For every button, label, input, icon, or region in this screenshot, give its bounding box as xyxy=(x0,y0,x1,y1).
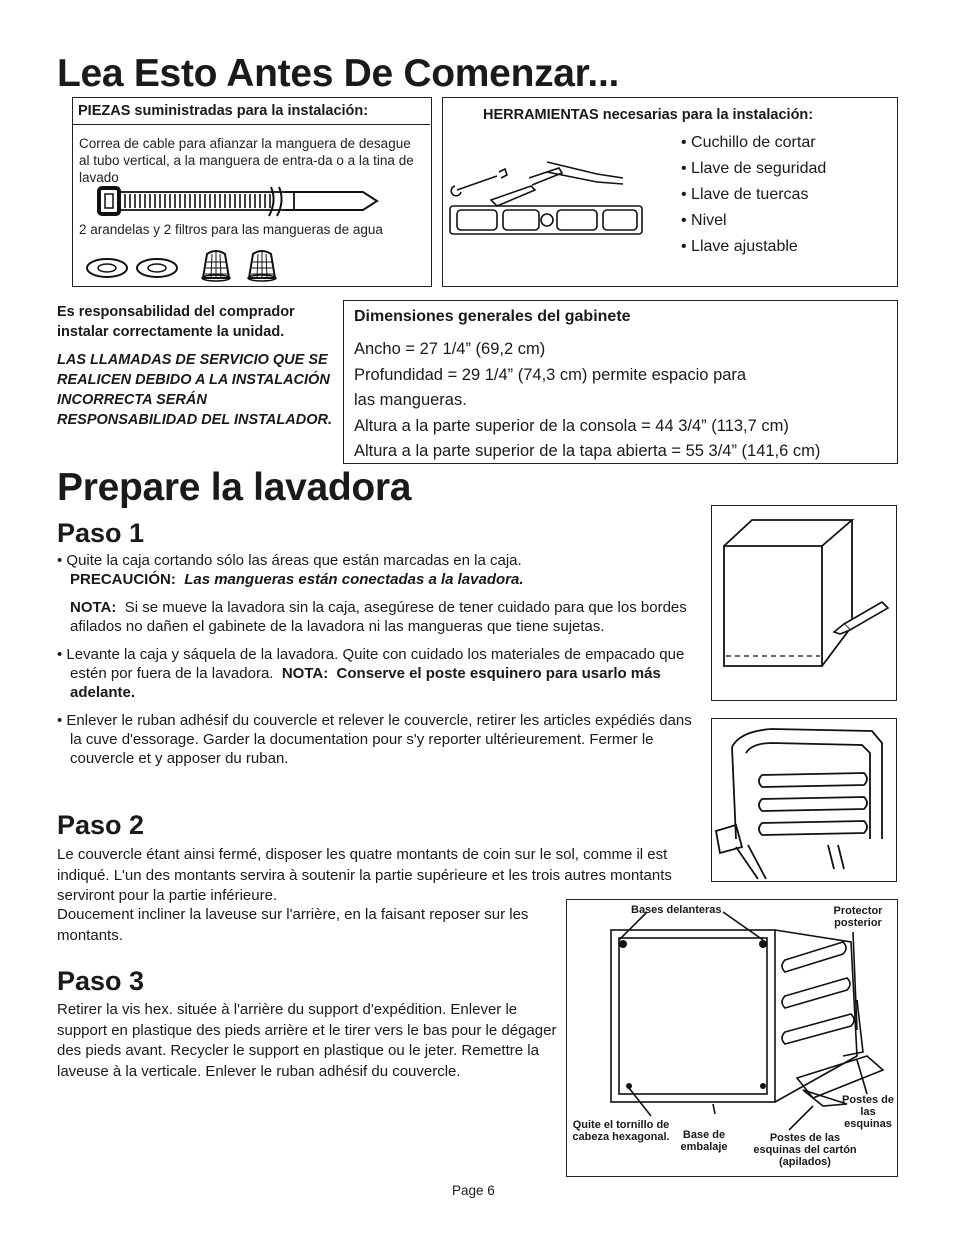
dimension-line: Altura a la parte superior de la tapa abierta = 55 3/4” (141,6 cm) xyxy=(354,442,821,460)
dimension-line: Profundidad = 29 1/4” (74,3 cm) permite espacio para xyxy=(354,365,747,384)
caution-label: PRECAUCIÓN: xyxy=(70,571,176,588)
bullet2-note-text: Conserve el poste esquinero para usarlo más adelante. xyxy=(70,665,661,701)
washer-box-drawing xyxy=(712,506,895,699)
responsibility-warning: LAS LLAMADAS DE SERVICIO QUE SE REALICEN DEBIDO A LA INSTALACIÓN INCORRECTA SERÁN RESPONSABILIDAD DEL INSTALADOR. xyxy=(57,352,332,428)
label-packing-base: Base de embalaje xyxy=(680,1129,728,1153)
step1-bullet2: • Levante la caja y sáquela de la lavadora. Quite con cuidado los materiales de empacado que estén por fuera de la lavadora. xyxy=(57,646,685,682)
dimension-line: las mangueras. xyxy=(354,391,467,409)
label-rear-protector: Protector posterior xyxy=(833,905,883,929)
washers-filters-icon xyxy=(83,248,313,284)
tool-item: • Cuchillo de cortar xyxy=(681,134,816,151)
cable-strap-icon xyxy=(93,184,383,220)
step3-heading: Paso 3 xyxy=(57,966,145,996)
section-title: Prepare la lavadora xyxy=(57,466,412,509)
step3-text: Retirer la vis hex. située à l'arrière du support d'expédition. Enlever le support en plastique des pieds arrière et le tirer vers le bas pour le dégager des pieds avant. Recycler le support en plastique ou le jeter. Remettre la laveuse à la verticale. Enlever le ruban adhésif du couvercle. xyxy=(57,1001,557,1080)
dimensions-box xyxy=(343,300,898,464)
label-hex-screw: Quite el tornillo de cabeza hexagonal. xyxy=(572,1119,670,1143)
responsibility-text: Es responsabilidad del comprador instalar correctamente la unidad. xyxy=(57,304,295,340)
tool-item: • Llave de seguridad xyxy=(681,160,827,177)
step1-bullet3: • Enlever le ruban adhésif du couvercle et relever le couvercle, retirer les articles expédiés dans la cuve d'essorage. Garder la documentation pour s'y reporter ultérieurement. Fermer le couvercle et y apposer du ruban. xyxy=(57,712,692,767)
washers-text: 2 arandelas y 2 filtros para las mangueras de agua xyxy=(79,222,383,237)
tools-list xyxy=(681,130,826,260)
tool-item: • Llave ajustable xyxy=(681,238,798,255)
parts-box xyxy=(72,97,432,287)
dimension-line: Altura a la parte superior de la consola = 44 3/4” (113,7 cm) xyxy=(354,416,789,435)
dimensions-list xyxy=(354,337,820,465)
note-text: Si se mueve la lavadora sin la caja, asegúrese de tener cuidado para que los bordes afilados no dañen el gabinete de la lavadora ni las mangueras que tiene sujetas. xyxy=(70,599,687,635)
step2-text1: Le couvercle étant ainsi fermé, disposer les quatre montants de coin sur le sol, comme il est indiqué. L'un des montants servira à soutenir la partie supérieure et les trois autres montants serviront pour la partie inférieure. xyxy=(57,846,672,904)
page-number: Page 6 xyxy=(452,1183,495,1198)
step2-text2: Doucement incliner la laveuse sur l'arrière, en la faisant reposer sur les montants. xyxy=(57,906,529,944)
page-title: Lea Esto Antes De Comenzar... xyxy=(57,52,620,95)
tool-item: • Llave de tuercas xyxy=(681,186,809,203)
tools-box xyxy=(442,97,898,287)
tools-icon xyxy=(447,154,647,240)
tools-heading: HERRAMIENTAS necesarias para la instalación: xyxy=(483,107,814,123)
dimensions-heading: Dimensiones generales del gabinete xyxy=(354,308,631,325)
box-cut-illustration xyxy=(711,505,897,701)
washer-lid-illustration xyxy=(711,718,897,882)
step1-heading: Paso 1 xyxy=(57,518,145,548)
strap-text: Correa de cable para afianzar la manguera de desague al tubo vertical, a la manguera de entra-da o a la tina de lavado xyxy=(79,136,414,185)
tool-item: • Nivel xyxy=(681,212,727,229)
tilt-diagram-box xyxy=(566,899,898,1177)
step1-body xyxy=(57,551,707,768)
note-label: NOTA: xyxy=(70,599,117,616)
parts-heading: PIEZAS suministradas para la instalación: xyxy=(78,103,369,119)
bullet2-note-label: NOTA: xyxy=(281,665,329,682)
caution-text: Las mangueras están conectadas a la lavadora. xyxy=(184,571,524,588)
step2-heading: Paso 2 xyxy=(57,810,145,840)
label-front-bases: Bases delanteras xyxy=(631,904,722,916)
step1-bullet1: • Quite la caja cortando sólo las áreas que están marcadas en la caja. xyxy=(57,552,522,569)
washer-drawing xyxy=(712,719,895,880)
label-stacked-posts: Postes de las esquinas del cartón (apilados) xyxy=(753,1132,857,1168)
dimension-line: Ancho = 27 1/4” (69,2 cm) xyxy=(354,340,546,358)
label-corner-posts: Postes de las esquinas xyxy=(842,1094,894,1130)
